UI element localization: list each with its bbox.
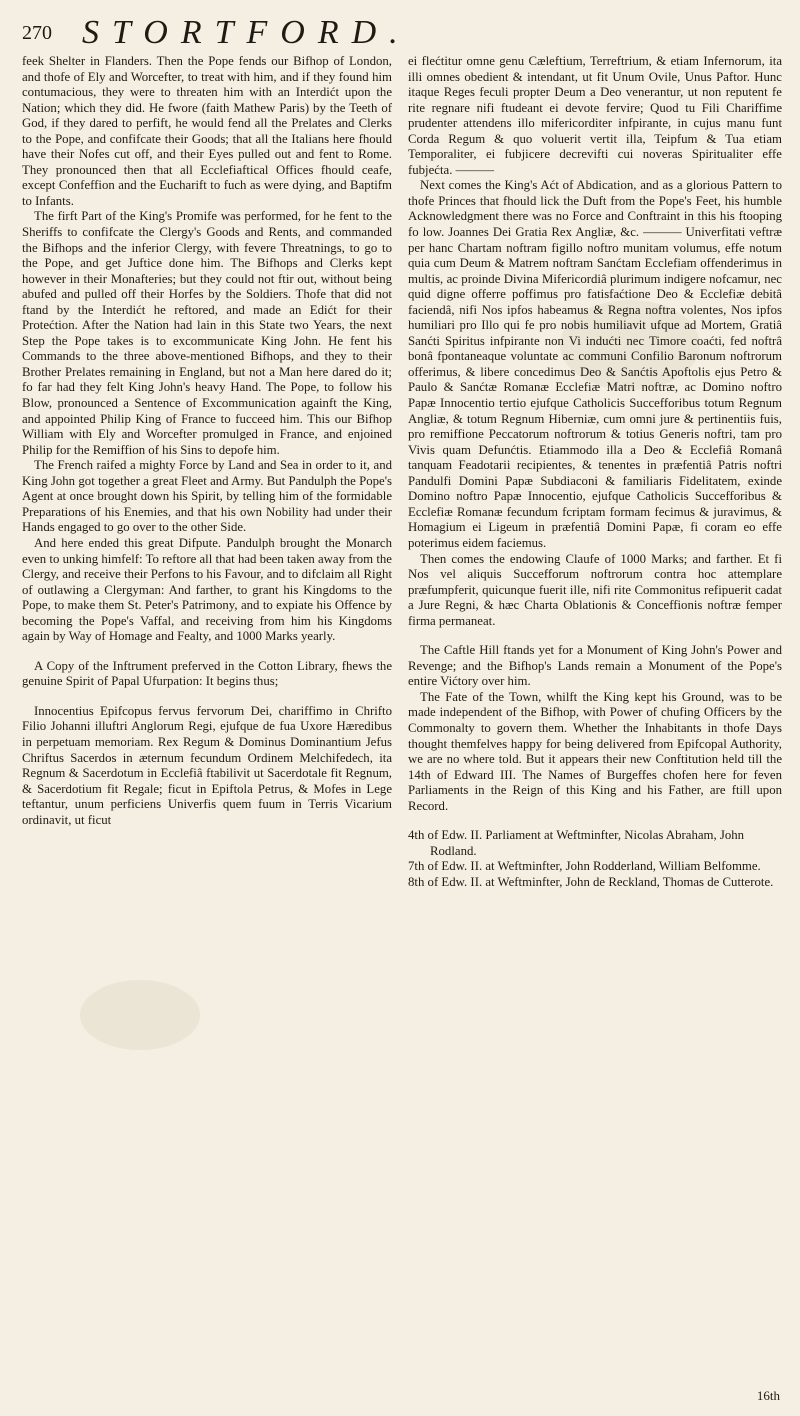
paragraph: 7th of Edw. II. at Weftminfter, John Rodderland, William Belfomme. bbox=[408, 859, 761, 874]
page-header bbox=[22, 14, 782, 50]
paragraph: Then comes the endowing Claufe of 1000 Marks; and farther. Et fi Nos vel aliquis Succefforum noftrorum contra hoc attemplare præfumpferit, quicunque fuerit ille, nifi rite Commonitus refipuerit cadat a Jure Regni, & hæc Charta Oblationis & Conceffionis noftræ femper firma permaneat. bbox=[408, 551, 782, 628]
paragraph: And here ended this great Difpute. Pandulph brought the Monarch even to unking himfelf: To reftore all that had been taken away from the Clergy, and receive their Perfons to his Favour, and to difclaim all Right of outlawing a Clergyman: And farther, to grant his Kingdoms to the Pope, to make them St. Peter's Patrimony, and to expiate his Offence by becoming the Pope's Vaffal, and receiving from him his Kingdoms again by Way of Homage and Fealty, and 1000 Marks yearly. bbox=[22, 535, 392, 644]
paragraph: The firft Part of the King's Promife was performed, for he fent to the Sheriffs to confifcate the Clergy's Goods and Rents, and commanded the Bifhops and the inferior Clergy, with fevere Threatnings, to go to the Pope, and get Juftice done him. The Bifhops and Clerks kept however in their Monafteries; but they could not ftir out, without being abufed and pulled off their Horfes by the Soldiers. Thofe that did not ftand by the Interdićt he reftored, and made an Edićt for their Protećtion. After the Nation had lain in this State two Years, the next Step the Pope takes is to excommunicate King John. He fent his Commands to the three above-mentioned Bifhops, and they to their Brother Prelates remaining in England, but not a Man here dared do it; fo far had they felt King John's heavy Hand. The Pope, to follow his Blow, pronounced a Sentence of Excommunication againft the King, and appointed Philip King of France to fucceed him. This our Bifhop William with Ely and Worcefter promulged in France, and enjoined Philip for the Remiffion of his Sins to depofe him. bbox=[22, 209, 392, 457]
catchword: 16th bbox=[756, 1388, 780, 1403]
paragraph: A Copy of the Inftrument preferved in the Cotton Library, fhews the genuine Spirit of Papal Ufurpation: It begins thus; bbox=[22, 658, 392, 689]
paragraph: The French raifed a mighty Force by Land and Sea in order to it, and King John got together a great Fleet and Army. But Pandulph the Pope's Agent at once brought down his Spirit, by telling him of the formidable Preparations of his Enemies, and that his own Nobility had under their Hands engaged to go over to the other Side. bbox=[22, 458, 392, 535]
left-column bbox=[22, 54, 392, 1406]
paragraph: Next comes the King's Aćt of Abdication, and as a glorious Pattern to thofe Princes that fhould lick the Duft from the Pope's Feet, his humble Acknowledgment there was no Force and Conftraint in this his ftooping fo low. Joannes Dei Gratia Rex Angliæ, &c. ——— Univerfitati veftræ per hanc Chartam noftram figillo noftro munitam volumus, effe notum quia cum Deum & Matrem noftram Sanćtam Ecclefiam offenderimus in multis, ac proinde Divina Mifericordiâ plurimum indigere nofcamur, nec quid digne offerre poffimus pro fatisfaćtione Deo & Ecclefiæ debitâ faciendâ, nifi Nos ipfos habeamus & Regna noftra volentes, Nos ipfos humiliari pro Illo qui fe pro nobis humiliavit ufque ad Mortem, Gratiâ Sanćti Spiritus infpirante non Vi indućti nec Timore coaćti, fed noftrâ bonâ fpontaneaque voluntate ac communi Confilio Baronum noftrorum offerimus, & libere concedimus Deo & Sanćtis Apoftolis ejus Petro & Paulo & Sanćtæ Romanæ Ecclefiæ Matri noftræ, ac Domino noftro Papæ Innocentio tertio ejufque Catholicis Succefforibus totum Regnum Angliæ, & totum Regnum Hiberniæ, cum omni jure & pertinentiis fuis, pro remiffione Peccatorum noftrorum & totius Generis noftri, tam pro Vivis quam Defunćtis. Etiammodo illa a Deo & Ecclefiâ Romanâ tanquam Feadotarii recipientes, & tenentes in præfentiâ Patris noftri Pandulfi Domini Papæ Subdiaconi & familiaris Fidelitatem, exinde Domino noftro Papæ Innocentio, ejufque Catholicis Succefforibus & Ecclefiæ Romanæ fecundum fcriptam formam fecimus & juravimus, & Homagium ei Ligeum in præfentiâ Domini Papæ, fi coram eo effe poterimus eidem faciemus. bbox=[408, 178, 782, 550]
running-head: STORTFORD. bbox=[82, 14, 411, 51]
paragraph: The Caftle Hill ftands yet for a Monument of King John's Power and Revenge; and the Bifhop's Lands remain a Monument of the Pope's entire Vićtory over him. bbox=[408, 643, 782, 689]
paragraph: feek Shelter in Flanders. Then the Pope fends our Bifhop of London, and thofe of Ely and Worcefter, to treat with him, and if they found him contumacious, they were to threaten him with an Interdićt upon the Nation; which they did. He fwore (faith Mathew Paris) by the Teeth of God, if they dared to perfift, he would fend all the Prelates and Clerks to the Pope, and confifcate their Goods; that all the Italians here fhould have their Nofes cut off, and their Eyes pulled out and fent to Rome. They pronounced then that all Ecclefiaftical Offices fhould ceafe, except Confeffion and the Eucharift to fuch as were dying, and Baptifm to Infants. bbox=[22, 54, 392, 208]
paragraph: ei flećtitur omne genu Cæleftium, Terreftrium, & etiam Infernorum, ita illi omnes obedient & intendant, ut fit Unum Ovile, Unus Paftor. Hunc itaque Reges feculi propter Deum a Deo venerantur, ut non reputent fe rite regnare nifi ftudeant ei devote fervire; Quod tu Fili Chariffime prudenter attendens illo mifericorditer infpirante, in cujus manu funt Corda Regum & quo voluerit vertit illa, Teipfum & Tua etiam Temporaliter, ei fubjicere decrevifti cui noveras Spiritualiter effe fubjećta. ——— bbox=[408, 54, 782, 177]
page-number: 270 bbox=[22, 22, 52, 44]
right-column bbox=[408, 54, 782, 1406]
paragraph: 4th of Edw. II. Parliament at Weftminfter, Nicolas Abraham, John Rodland. bbox=[408, 828, 745, 858]
paragraph: The Fate of the Town, whilft the King kept his Ground, was to be made independent of the Bifhop, with Power of chufing Officers by the Commonalty to govern them. Whether the Inhabitants in thofe Days thought themfelves happy for being delivered from Epifcopal Authority, we are no where told. But it appears their new Conftitution held till the 14th of Edward III. The Names of Burgeffes chofen here for feven Parliaments in the Reign of this King and his Father, are ftill upon Record. bbox=[408, 689, 782, 813]
paragraph: Innocentius Epifcopus fervus fervorum Dei, chariffimo in Chrifto Filio Johanni illuftri Anglorum Regi, ejufque de fua Uxore Hæredibus in perpetuam memoriam. Rex Regum & Dominus Dominantium Jefus Chriftus Sacerdos in æternum fecundum Ordinem Melchifedech, ita Regnum & Sacerdotum in Ecclefiâ ftabilivit ut Sacerdotale fit Regnum, & Sacerdotium fit Regale; ficut in Epiftola Petrus, & Mofes in Lege teftantur, unum perficiens Univerfis quem fuum in Terris Vicarium ordinavit, ut ficut bbox=[22, 703, 392, 827]
paragraph: 8th of Edw. II. at Weftminfter, John de Reckland, Thomas de Cutterote. bbox=[408, 874, 774, 889]
